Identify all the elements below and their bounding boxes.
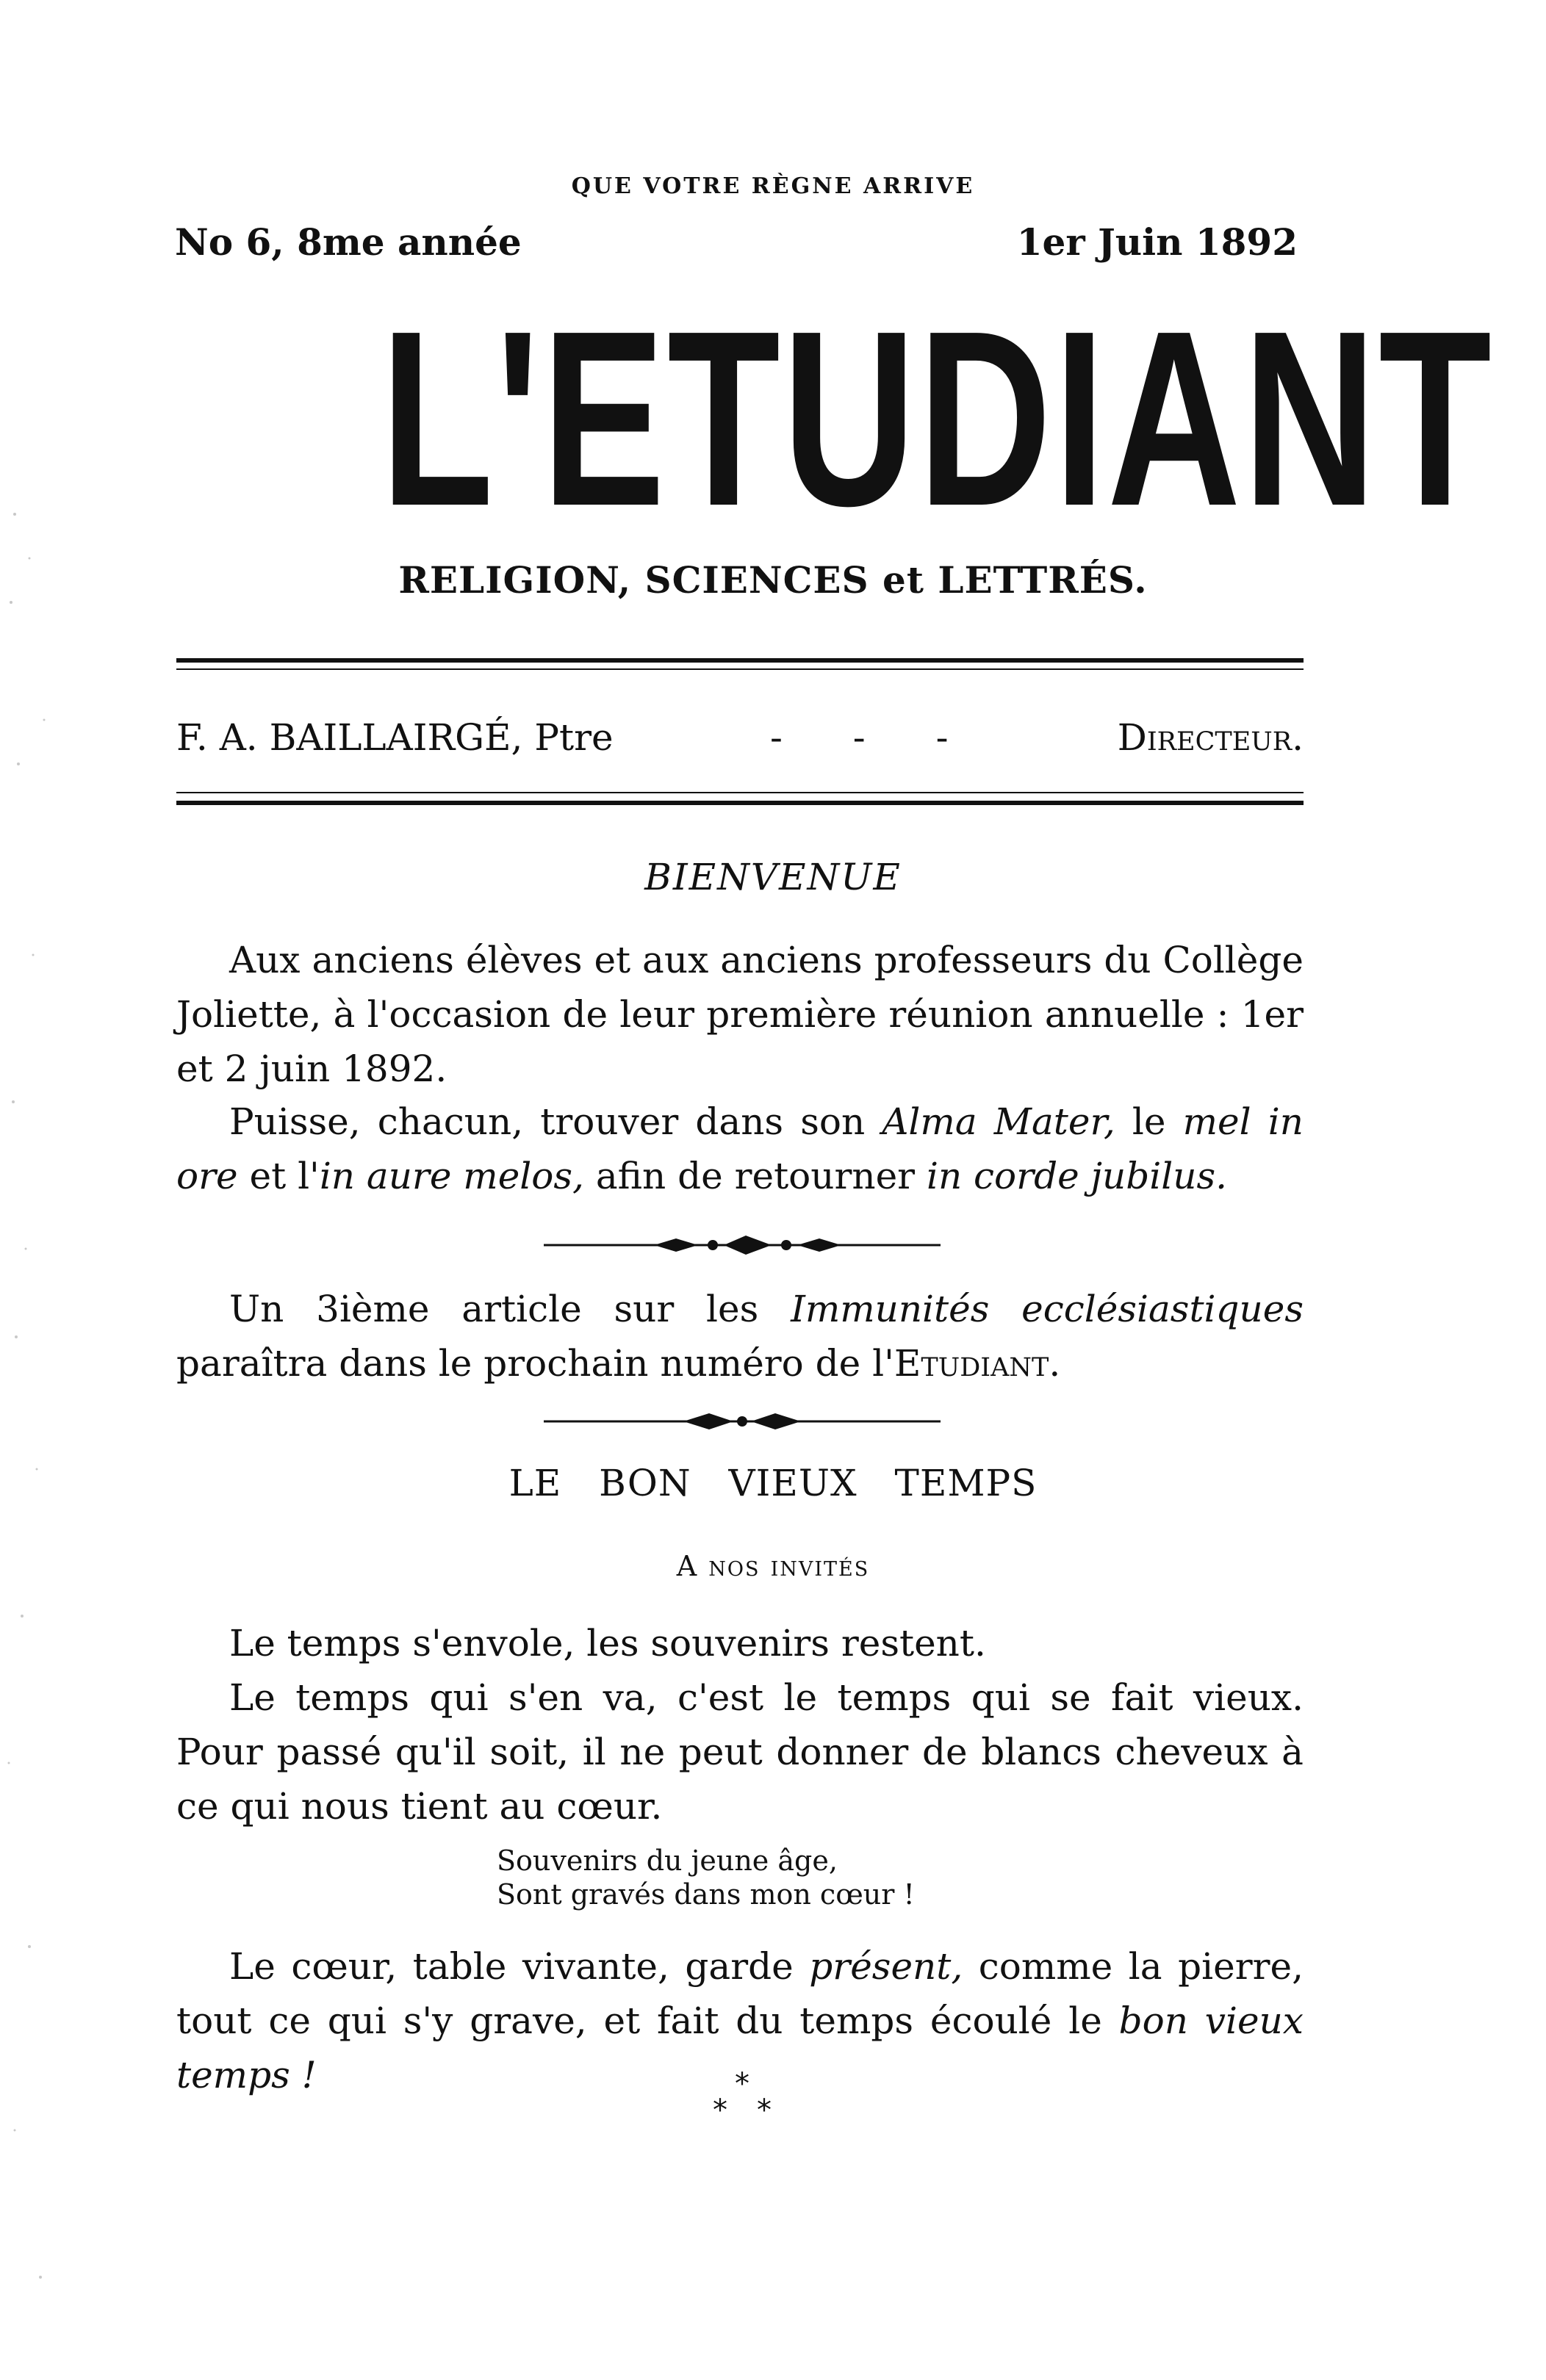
italic-run: Alma Mater, [882, 1100, 1115, 1143]
article-paragraph-2: Le temps qui s'en va, c'est le temps qui se fait vieux. Pour passé qu'il soit, il ne peut donner de blancs cheveux à ce qui nous tient au cœur. [176, 1676, 1304, 1828]
director-name: F. A. BAILLAIRGÉ, Ptre [176, 716, 614, 759]
svg-text:*: * [757, 2094, 772, 2127]
issue-number: No 6, 8me année [175, 220, 522, 264]
text-run: et l' [237, 1155, 320, 1197]
italic-run: in corde jubilus. [926, 1155, 1228, 1197]
director-rule-thick [176, 801, 1304, 805]
svg-text:*: * [713, 2094, 727, 2127]
ornament-divider-2 [544, 1407, 941, 1436]
verse-line-1: Souvenirs du jeune âge, [497, 1844, 838, 1877]
text-run: afin de retourner [583, 1155, 927, 1197]
text-run: . [1049, 1342, 1061, 1385]
italic-run: Immunités ecclésiastiques [791, 1288, 1304, 1330]
notice-paragraph [176, 1282, 1304, 1391]
article-paragraph-1: Le temps s'envole, les souvenirs restent. [229, 1622, 986, 1665]
ornament-divider [544, 1230, 941, 1260]
svg-text:*: * [735, 2071, 749, 2101]
asterism-ornament [698, 2071, 786, 2130]
header-rule-thin [176, 668, 1304, 670]
scan-noise-decoration [0, 0, 103, 2380]
welcome-paragraph-2 [176, 1095, 1304, 1203]
text-run: Puisse, chacun, trouver dans son [229, 1100, 882, 1143]
issue-date: 1er Juin 1892 [1016, 220, 1298, 264]
article-dedication: A nos invités [676, 1550, 870, 1582]
masthead-tagline: RELIGION, SCIENCES et LETTRÉS. [398, 558, 1148, 602]
italic-run: mel in ore [176, 1100, 1304, 1197]
director-dashes: - - - [770, 716, 978, 759]
italic-run: bon vieux temps ! [176, 1999, 1304, 2096]
text-run: comme la pierre, tout ce qui s'y grave, et fait du temps écoulé le [176, 1945, 1304, 2042]
masthead-title: L'ETUDIANT [380, 279, 1494, 558]
article-heading: LE BON VIEUX TEMPS [508, 1462, 1038, 1504]
motto: QUE VOTRE RÈGNE ARRIVE [571, 173, 975, 199]
text-run: Le cœur, table vivante, garde [229, 1945, 810, 1988]
director-title: Directeur. [1117, 716, 1304, 759]
director-rule-thin [176, 792, 1304, 793]
text-run: paraîtra dans le prochain numéro de l' [176, 1342, 894, 1385]
director-line [176, 716, 1304, 759]
text-run: Un 3ième article sur les [229, 1288, 791, 1330]
header-rule-thick [176, 658, 1304, 663]
italic-run: présent, [809, 1945, 963, 1988]
welcome-heading: BIENVENUE [644, 856, 902, 898]
smallcaps-run: Etudiant [894, 1342, 1049, 1385]
italic-run: in aure melos, [319, 1155, 584, 1197]
welcome-paragraph-1: Aux anciens élèves et aux anciens professeurs du Collège Joliette, à l'occasion de leur première réunion annuelle : 1er et 2 juin 1892. [176, 939, 1304, 1090]
verse-line-2: Sont gravés dans mon cœur ! [497, 1878, 915, 1911]
text-run: le [1115, 1100, 1183, 1143]
